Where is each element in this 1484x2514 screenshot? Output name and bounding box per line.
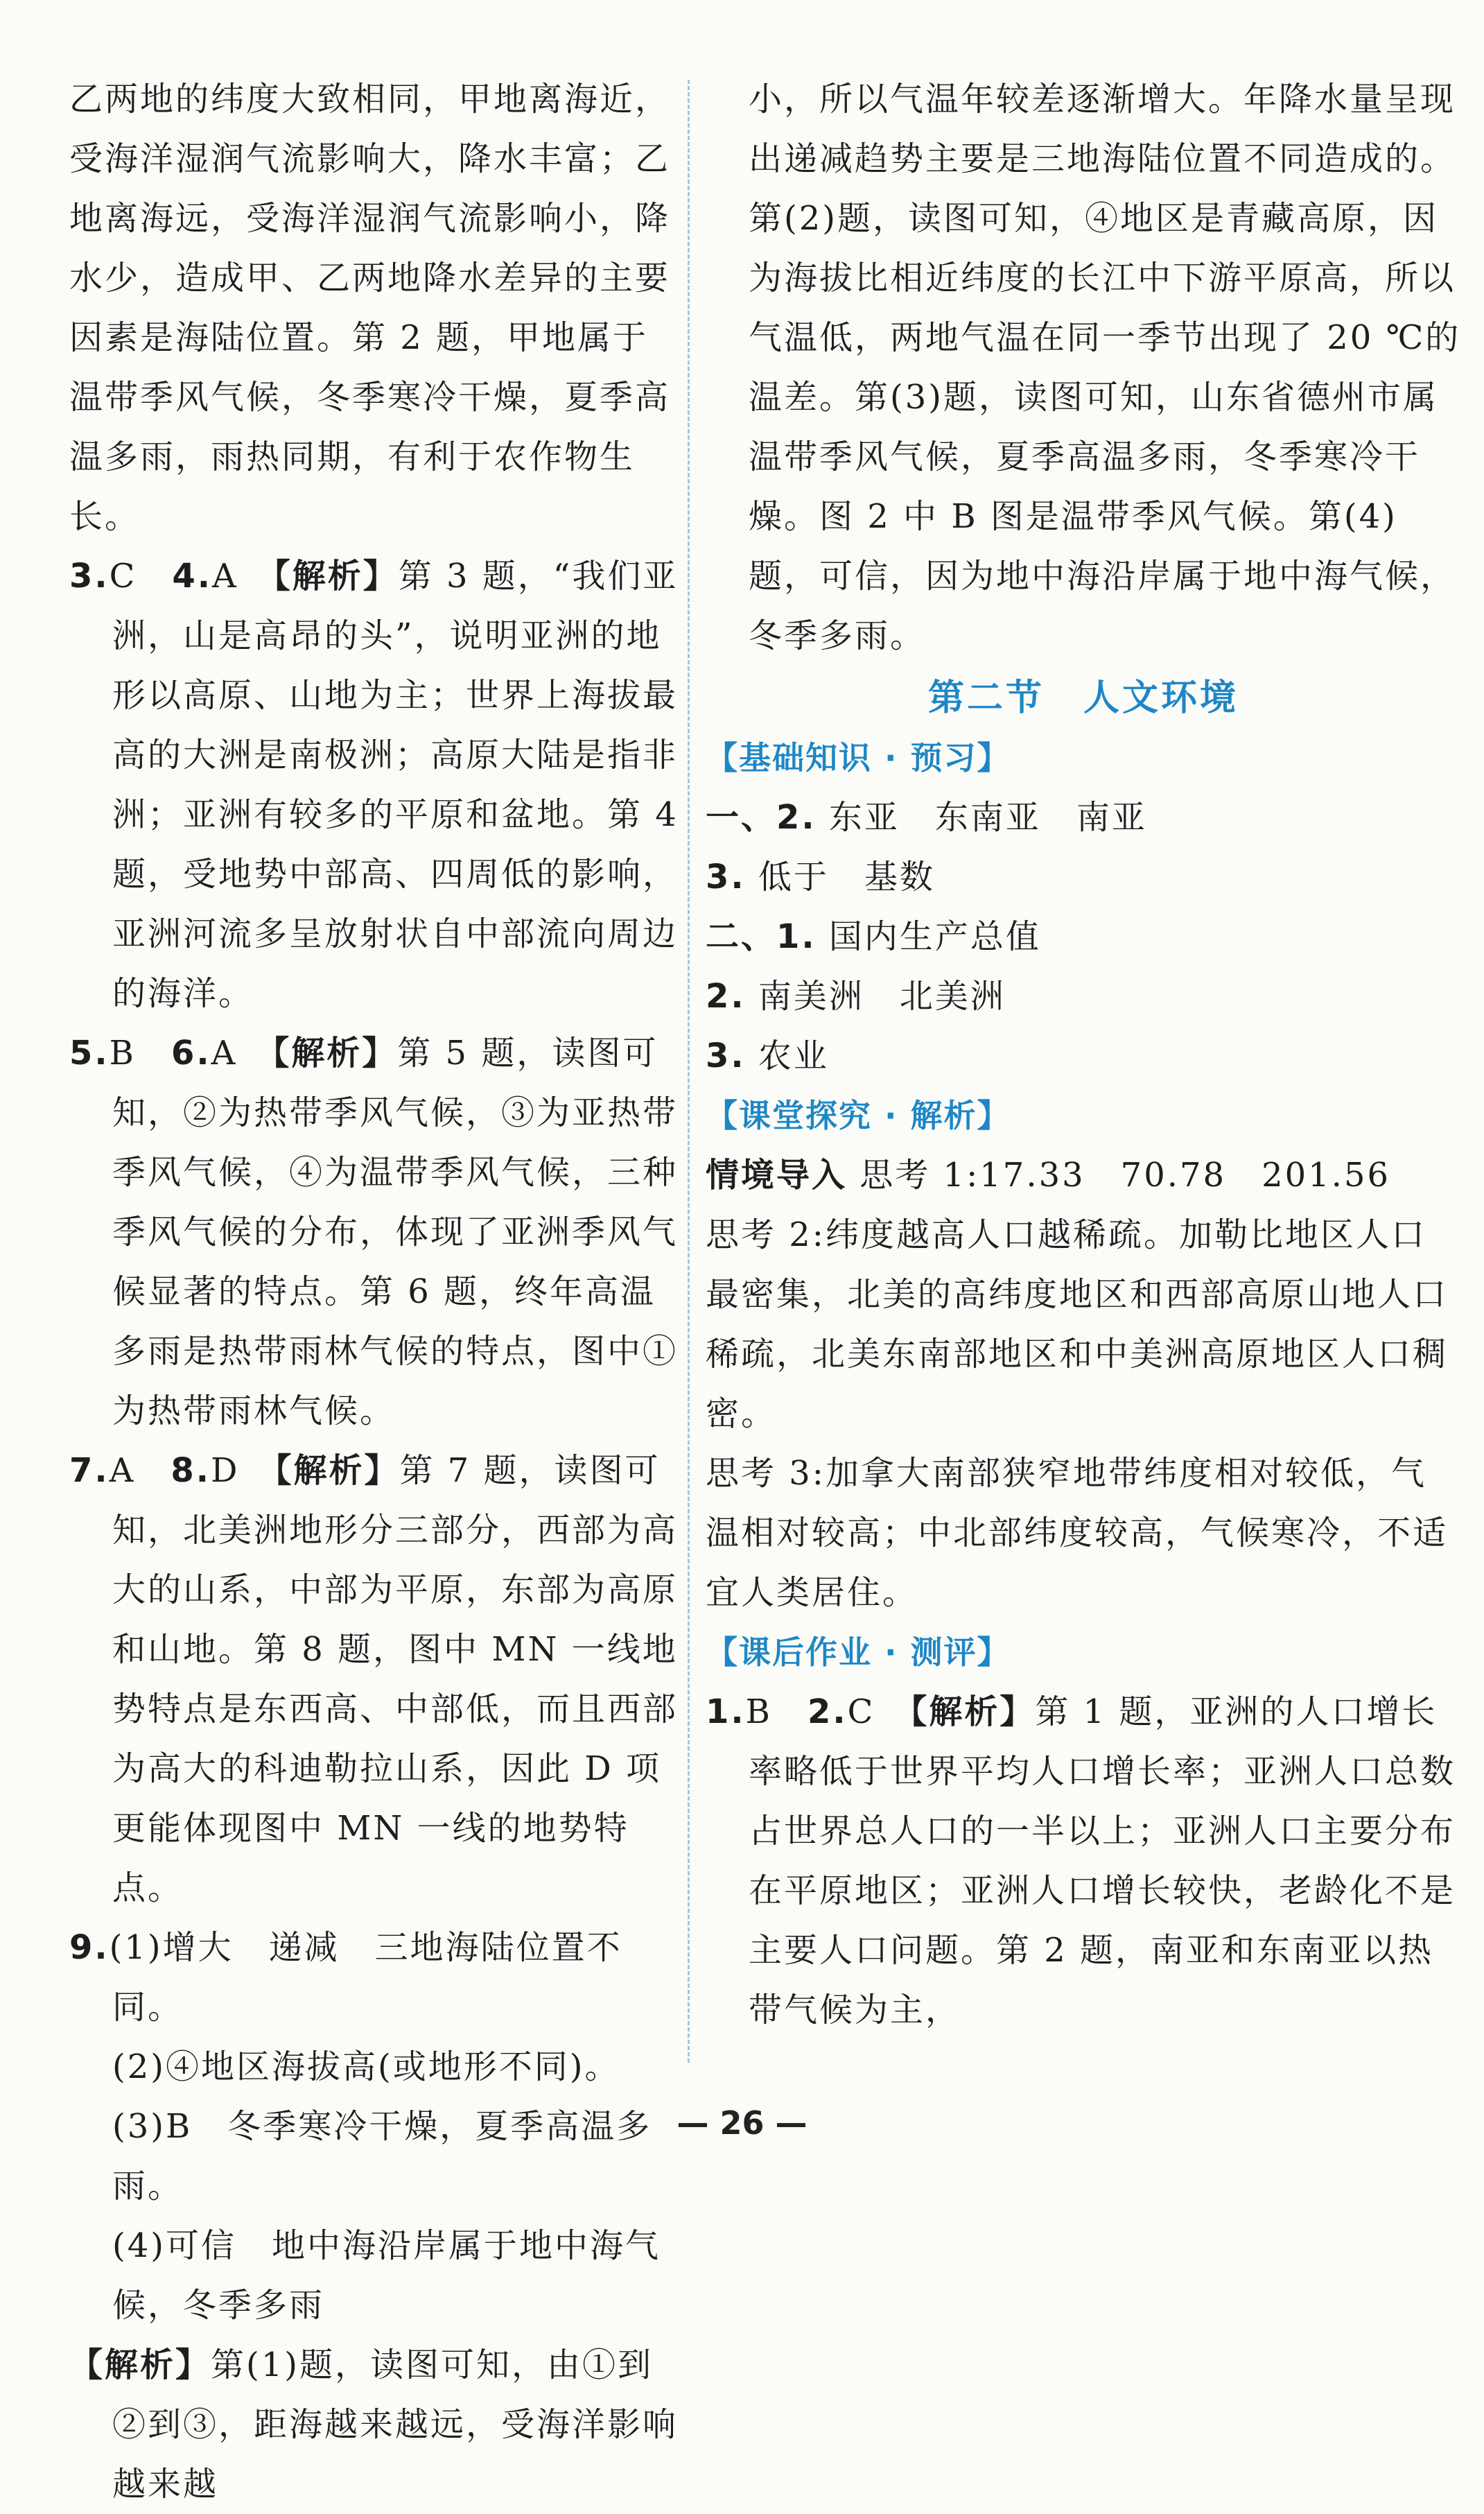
homework-header: 【课后作业 · 测评】 xyxy=(706,1633,1011,1671)
question-number: 2. xyxy=(807,1692,848,1731)
analysis-text: 第 3 题，“我们亚洲，山是高昂的头”，说明亚洲的地形以高原、山地为主；世界上海拔最高的大洲是南极洲；高原大陆是指非洲；亚洲有较多的平原和盆地。第 4 题，受地势中部高、四周低的影响，亚洲河流多呈放射状自中部流向周边的海洋。 xyxy=(112,557,679,1013)
answer-9-part-3: (3)B 冬季寒冷干燥，夏季高温多雨。 xyxy=(112,2107,652,2205)
answer-line xyxy=(706,847,1461,907)
answer-text: (1)增大 递减 三地海陆位置不同。 xyxy=(109,1928,622,2027)
answer-letter: C xyxy=(109,557,137,596)
answer-letter: B xyxy=(745,1692,772,1731)
question-number: 6. xyxy=(171,1034,211,1073)
analysis-text: 第 1 题，亚洲的人口增长率略低于世界平均人口增长率；亚洲人口总数占世界总人口的一半以上；亚洲人口主要分布在平原地区；亚洲人口增长较快，老龄化不是主要人口问题。第 2 题，南亚和东南亚以热带气候为主， xyxy=(749,1692,1456,2029)
answer-5-6 xyxy=(69,1023,679,1441)
answer-text: 南美洲 北美洲 xyxy=(758,977,1006,1016)
answer-letter: B xyxy=(109,1034,136,1073)
question-number: 8. xyxy=(171,1451,211,1490)
question-number: 1. xyxy=(706,1692,746,1731)
question-number: 5. xyxy=(69,1034,110,1073)
answer-label: 3. xyxy=(706,1037,746,1075)
paragraph: 乙两地的纬度大致相同，甲地离海近，受海洋湿润气流影响大，降水丰富；乙地离海远，受海洋湿润气流影响小，降水少，造成甲、乙两地降水差异的主要因素是海陆位置。第 2 题，甲地属于温带季风气候，冬季寒冷干燥，夏季高温多雨，雨热同期，有利于农作物生长。 xyxy=(69,80,671,536)
scene-label: 情境导入 xyxy=(706,1156,848,1195)
answer-7-8 xyxy=(69,1441,679,1918)
analysis-label: 【解析】 xyxy=(273,557,399,596)
answer-letter: C xyxy=(847,1692,875,1731)
answer-letter: D xyxy=(210,1451,240,1490)
question-number: 9. xyxy=(69,1928,110,1967)
analysis-label: 【解析】 xyxy=(910,1692,1036,1731)
analysis-text: 第 5 题，读图可知，②为热带季风气候，③为亚热带季风气候，④为温带季风气候，三种季风气候的分布，体现了亚洲季风气候显著的特点。第 6 题，终年高温多雨是热带雨林气候的特点，图中①为热带雨林气候。 xyxy=(112,1034,679,1430)
answer-label: 3. xyxy=(706,858,746,896)
answer-text: 东亚 东南亚 南亚 xyxy=(828,798,1147,837)
answer-label: 一、2. xyxy=(706,798,817,837)
answer-label: 2. xyxy=(706,977,746,1016)
analysis-label: 【解析】 xyxy=(274,1451,400,1490)
answer-line xyxy=(706,966,1461,1026)
question-number: 3. xyxy=(69,557,110,596)
think-3: 思考 3:加拿大南部狭窄地带纬度相对较低，气温相对较高；中北部纬度较高，气候寒冷，不适宜人类居住。 xyxy=(706,1454,1449,1612)
answer-letter: A xyxy=(211,1034,238,1073)
answer-text: 国内生产总值 xyxy=(828,917,1041,956)
analysis-text: 第 7 题，读图可知，北美洲地形分三部分，西部为高大的山系，中部为平原，东部为高原和山地。第 8 题，图中 MN 一线地势特点是东西高、中部低，而且西部为高大的科迪勒拉山系，因此 D 项更能体现图中 MN 一线的地势特点。 xyxy=(112,1451,679,1907)
answer-line xyxy=(706,907,1461,966)
answer-line xyxy=(706,1026,1461,1086)
right-column xyxy=(706,69,1461,2040)
answer-letter: A xyxy=(109,1451,136,1490)
answer-text: 低于 基数 xyxy=(758,858,935,896)
page-number: — 26 — xyxy=(676,2104,808,2142)
scene-text: 思考 1:17.33 70.78 201.56 xyxy=(859,1156,1391,1195)
analysis-text: 第(1)题，读图可知，由①到②到③，距海越来越远，受海洋影响越来越 xyxy=(112,2346,679,2504)
answer-label: 二、1. xyxy=(706,917,817,956)
classroom-header: 【课堂探究 · 解析】 xyxy=(706,1097,1011,1134)
answer-text: 农业 xyxy=(758,1037,829,1075)
basic-knowledge-header: 【基础知识 · 预习】 xyxy=(706,739,1011,777)
answer-9-analysis xyxy=(69,2335,679,2514)
answer-9 xyxy=(69,1918,679,2037)
left-column xyxy=(69,69,679,2514)
answer-line xyxy=(706,788,1461,847)
scene-intro xyxy=(706,1145,1461,1205)
question-number: 7. xyxy=(69,1451,110,1490)
answer-9-part-4: (4)可信 地中海沿岸属于地中海气候，冬季多雨 xyxy=(112,2226,661,2325)
question-number: 4. xyxy=(172,557,213,596)
answer-letter: A xyxy=(212,557,238,596)
answer-9-part-2: (2)④地区海拔高(或地形不同)。 xyxy=(112,2047,620,2086)
section-title: 第二节 人文环境 xyxy=(927,677,1239,719)
analysis-label: 【解析】 xyxy=(272,1034,398,1073)
paragraph: 小，所以气温年较差逐渐增大。年降水量呈现出递减趋势主要是三地海陆位置不同造成的。第(2)题，读图可知，④地区是青藏高原，因为海拔比相近纬度的长江中下游平原高，所以气温低，两地气温在同一季节出现了 20 ℃的温差。第(3)题，读图可知，山东省德州市属温带季风气候，夏季高温多雨，冬季寒冷干燥。图 2 中 B 图是温带季风气候。第(4)题，可信，因为地中海沿岸属于地中海气候，冬季多雨。 xyxy=(749,80,1461,655)
analysis-label: 【解析】 xyxy=(69,2346,211,2384)
column-divider xyxy=(688,80,690,2063)
answer-1-2 xyxy=(706,1682,1461,2040)
think-2: 思考 2:纬度越高人口越稀疏。加勒比地区人口最密集，北美的高纬度地区和西部高原山地人口稀疏，北美东南部地区和中美洲高原地区人口稠密。 xyxy=(706,1215,1449,1433)
answer-3-4 xyxy=(69,546,679,1023)
